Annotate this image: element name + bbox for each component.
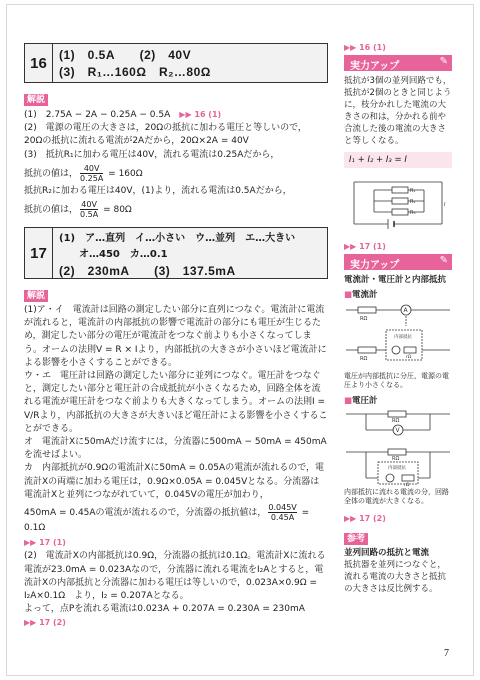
pencil-icon: ✎ <box>439 56 448 67</box>
q17-frac-den: 0.45A <box>270 513 295 523</box>
side-formula: I₁ + I₂ + I₃ = I <box>344 152 452 168</box>
q17-number: 17 <box>25 228 53 278</box>
side-ribbon-2 <box>344 254 452 270</box>
side-heading-2: 電流計・電圧計と内部抵抗 <box>344 275 447 285</box>
side-ribbon-1 <box>344 55 452 71</box>
q16-line5-label: 抵抗の値は， <box>24 168 79 179</box>
q17-answer-line1: (1) ア…直列 イ…小さい ウ…並列 エ…大きい <box>59 233 296 245</box>
q16-ref[interactable]: ▶▶ 16 (1) <box>179 110 221 119</box>
label-I: I <box>444 202 446 208</box>
voltmeter-r-label: rΩ <box>404 483 410 488</box>
q17-fraction <box>268 503 296 522</box>
q17-ref2[interactable]: ▶▶ 17 (2) <box>24 618 66 627</box>
q16-line2: (2) 電源の電圧の大きさは，20Ωの抵抗に加わる電圧と等しいので， <box>24 123 307 134</box>
q16-line5-result: = 160Ω <box>105 168 143 179</box>
q17-para3: オ 電流計Xに50mAだけ流すには，分流器に500mA − 50mA = 450mAを流せばよい。 <box>24 437 327 461</box>
q16-explanation <box>24 108 328 219</box>
q16-number: 16 <box>25 44 53 82</box>
q16-line4: (3) 抵抗R₁に加わる電圧は40V，流れる電流は0.25Aだから， <box>24 149 280 160</box>
q16-answer-line2: (3) R₁…160Ω R₂…80Ω <box>59 65 211 79</box>
answer-column <box>24 43 328 631</box>
note-text: 抵抗器を並列につなぐと，流れる電流の大きさと抵抗の大きさは反比例する。 <box>344 560 447 594</box>
q16-frac2-den: 0.5A <box>80 210 99 220</box>
label-R1: R₁ <box>410 188 416 194</box>
q17-para2: ウ・エ 電圧計は回路の測定したい部分に並列につなぐ。電圧計をつなぐと，測定したい部分と電圧計の合成抵抗が小さくなるため，回路全体を流れる電流が電圧計をつなぐ前よりも大きくなってしまう。オームの法則I = V/Rより，内部抵抗の大きさが大きいほど電圧計による影響を小さくすることができる。 <box>24 371 328 434</box>
q16-frac2-num: 40V <box>81 200 97 210</box>
voltmeter-V-label: V <box>395 427 400 434</box>
pencil-icon: ✎ <box>439 255 448 266</box>
q17-answer-line2: オ…450 カ…0.1 <box>59 249 168 261</box>
q16-line7-label: 抵抗の値は， <box>24 205 79 216</box>
subheading-voltmeter: ■ 電圧計 <box>344 394 452 406</box>
side-ref-17-1[interactable]: ▶▶ 17 (1) <box>344 242 452 251</box>
q16-line3: 20Ωの抵抗に流れる電流が2Aだから，20Ω×2A = 40V <box>24 136 249 147</box>
q17-para7: よって，点Pを流れる電流は0.023A + 0.207A = 0.230A = 230mA <box>24 604 305 615</box>
q16-frac1-den: 0.25A <box>80 173 104 183</box>
q16-answer-box <box>24 43 328 83</box>
voltmeter-R-label-2: RΩ <box>392 456 400 462</box>
q17-answer-box <box>24 227 328 279</box>
q17-ref1[interactable]: ▶▶ 17 (1) <box>24 538 66 547</box>
q17-answers <box>53 228 327 278</box>
q17-para5-result: = 0.1Ω <box>24 508 310 534</box>
q17-para5-label: 450mA = 0.45Aの電流が流れるので，分流器の抵抗値は， <box>24 508 267 519</box>
page-number: 7 <box>444 648 449 659</box>
q17-para6: (2) 電流計Xの内部抵抗は0.9Ω，分流器の抵抗は0.1Ω。電流計Xに流れる電流が23.0mA = 0.023Aなので，分流器に流れる電流をI₂Aとすると，電流計Xの内部抵抗と分流器に加わる電圧は等しいので，0.023A×0.9Ω = I₂A×0.1Ω より，I₂ = 0.207Aとなる。 <box>24 551 326 602</box>
ammeter-r-label: rΩ <box>406 355 412 360</box>
note-heading: 並列回路の抵抗と電流 <box>344 548 430 558</box>
voltmeter-caption: 内部抵抗に流れる電流の分，回路全体の電流が大きくなる。 <box>344 488 449 505</box>
label-R2: R₂ <box>410 199 416 205</box>
subheading-ammeter: ■ 電流計 <box>344 288 452 300</box>
voltmeter-diagram <box>344 408 452 488</box>
q17-para4: カ 内部抵抗が0.9Ωの電流計Xに50mA = 0.05Aの電流が流れるので，電流計Xの両端に加わる電圧は，0.9Ω×0.05A = 0.045Vとなる。分流器は電流計Xと並列につながれていて，0.045Vの電圧が加わり， <box>24 463 325 500</box>
ammeter-diagram <box>344 302 452 372</box>
q16-frac1-num: 40V <box>80 164 103 174</box>
q17-explanation-tag: 解説 <box>24 290 48 302</box>
side-ref-16[interactable]: ▶▶ 16 (1) <box>344 43 452 52</box>
ammeter-inner-label: 内部抵抗 <box>394 335 412 340</box>
q16-line6: 抵抗R₂に加わる電圧は40V，(1)より，流れる電流は0.5Aだから， <box>24 185 292 196</box>
ammeter-R-label: RΩ <box>360 316 368 322</box>
q16-line1: (1) 2.75A − 2A − 0.25A − 0.5A <box>24 110 171 120</box>
note-tag: 参考 <box>344 533 368 545</box>
q17-answer-line3: (2) 230mA (3) 137.5mA <box>59 264 236 279</box>
sidebar-column <box>344 43 452 595</box>
ammeter-caption: 電圧が内部抵抗に分圧，電源の電圧より小さくなる。 <box>344 372 449 389</box>
q16-answer-line1: (1) 0.5A (2) 40V <box>59 48 192 62</box>
q16-fraction2 <box>80 200 98 219</box>
voltmeter-inner-label: 内部抵抗 <box>388 466 406 471</box>
voltmeter-R-label: RΩ <box>392 418 400 424</box>
side-ribbon-2-label: 実力アップ <box>350 260 400 271</box>
q16-answers <box>53 44 327 82</box>
q16-fraction1 <box>80 164 103 183</box>
q16-explanation-tag: 解説 <box>24 94 48 106</box>
ammeter-A-label: A <box>403 307 408 314</box>
side-text-1: 抵抗が3個の並列回路でも，抵抗が2個のときと同じように，枝分かれした電流の大きさの和は，分かれる前や合流した後の電流の大きさと等しくなる。 <box>344 76 452 146</box>
label-R3: R₃ <box>410 210 416 216</box>
side-ref-17-2[interactable]: ▶▶ 17 (2) <box>344 514 452 523</box>
ammeter-R-label-2: RΩ <box>360 356 368 362</box>
q17-explanation <box>24 304 328 631</box>
parallel-circuit-diagram <box>344 172 452 232</box>
q17-para1: (1)ア・イ 電流計は回路の測定したい部分に直列につなぐ。電流計に電流が流れると，電流計の内部抵抗の影響で電流計の部分にも電圧が生じるため，測定したい部分の電圧が電流計をつなぐ前よりも小さくなってしまう。オームの法則V = R × Iより，内部抵抗の大きさが小さいほど電流計による影響を小さくすることができる。 <box>24 305 327 368</box>
q17-frac-num: 0.045V <box>268 503 297 513</box>
side-ribbon-1-label: 実力アップ <box>350 61 400 72</box>
q16-line7-result: = 80Ω <box>100 205 132 216</box>
